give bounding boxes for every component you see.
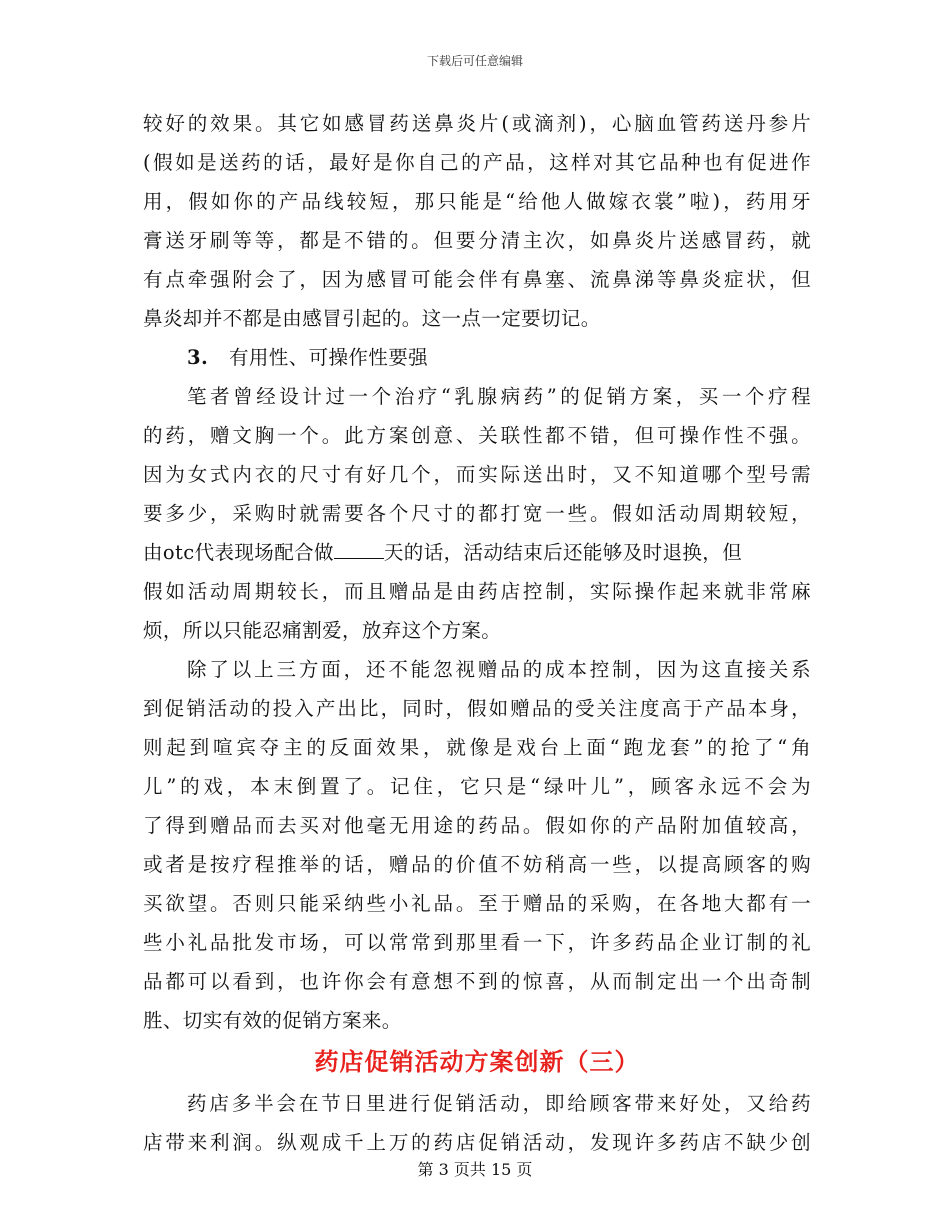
- document-body: [143, 104, 811, 1162]
- fill-in-blank: [334, 540, 384, 559]
- subheading-text: 有用性、可操作性要强: [229, 346, 429, 369]
- blank-line-before-text: 由otc代表现场配合做: [143, 541, 334, 564]
- text-line: 品都可以看到，也许你会有意想不到的惊喜，从而制定出一个出奇制: [143, 970, 811, 993]
- text-line: (假如是送药的话，最好是你自己的产品，这样对其它品种也有促进作: [143, 151, 811, 174]
- text-line: 除了以上三方面，还不能忽视赠品的成本控制，因为这直接关系: [187, 658, 811, 681]
- text-line: 较好的效果。其它如感冒药送鼻炎片(或滴剂)，心脑血管药送丹参片: [143, 112, 811, 135]
- text-line: 鼻炎却并不都是由感冒引起的。这一点一定要切记。: [143, 307, 601, 330]
- text-line: 买欲望。否则只能采纳些小礼品。至于赠品的采购，在各地大都有一: [143, 892, 811, 915]
- subheading-3: [143, 338, 811, 377]
- section-title: 药店促销活动方案创新（三）: [314, 1048, 640, 1076]
- paragraph-usability: [143, 377, 811, 650]
- text-line: 要多少，采购时就需要各个尺寸的都打宽一些。假如活动周期较短，: [143, 502, 811, 525]
- page-number-footer: 第 3 页共 15 页: [417, 1160, 533, 1179]
- text-line: 店带来利润。纵观成千上万的药店促销活动，发现许多药店不缺少创: [143, 1131, 811, 1154]
- text-line: 则起到喧宾夺主的反面效果，就像是戏台上面“跑龙套”的抢了“角: [143, 736, 811, 759]
- paragraph-gift-relevance: [143, 104, 811, 338]
- text-line: 用，假如你的产品线较短，那只能是“给他人做嫁衣裳”啦)，药用牙: [143, 190, 811, 213]
- text-line: 笔者曾经设计过一个治疗“乳腺病药”的促销方案，买一个疗程: [187, 385, 811, 408]
- text-line: 假如活动周期较长，而且赠品是由药店控制，实际操作起来就非常麻: [143, 580, 811, 603]
- text-line: 胜、切实有效的促销方案来。: [143, 1009, 402, 1032]
- blank-line-after-text: 天的话，活动结束后还能够及时退换，但: [383, 541, 743, 564]
- text-line: 膏送牙刷等等，都是不错的。但要分清主次，如鼻炎片送感冒药，就: [143, 229, 811, 252]
- text-line: 有点牵强附会了，因为感冒可能会伴有鼻塞、流鼻涕等鼻炎症状，但: [143, 268, 811, 291]
- text-line-with-blank: [143, 533, 811, 572]
- text-line: 些小礼品批发市场，可以常常到那里看一下，许多药品企业订制的礼: [143, 931, 811, 954]
- text-line: 到促销活动的投入产出比，同时，假如赠品的受关注度高于产品本身，: [143, 697, 811, 720]
- text-line: 儿”的戏，本末倒置了。记住，它只是“绿叶儿”，顾客永远不会为: [143, 775, 811, 798]
- text-line: 的药，赠文胸一个。此方案创意、关联性都不错，但可操作性不强。: [143, 424, 811, 447]
- text-line: 因为女式内衣的尺寸有好几个，而实际送出时，又不知道哪个型号需: [143, 463, 811, 486]
- text-line: 或者是按疗程推举的话，赠品的价值不妨稍高一些，以提高顾客的购: [143, 853, 811, 876]
- page-header-note: 下载后可任意编辑: [426, 54, 523, 68]
- paragraph-holiday-promotion: [143, 1084, 811, 1162]
- subheading-number: 3.: [187, 346, 209, 369]
- paragraph-cost-control: [143, 650, 811, 1040]
- text-line: 药店多半会在节日里进行促销活动，即给顾客带来好处，又给药: [187, 1092, 811, 1115]
- text-line: 烦，所以只能忍痛割爱，放弃这个方案。: [143, 619, 502, 642]
- text-line: 了得到赠品而去买对他毫无用途的药品。假如你的产品附加值较高，: [143, 814, 811, 837]
